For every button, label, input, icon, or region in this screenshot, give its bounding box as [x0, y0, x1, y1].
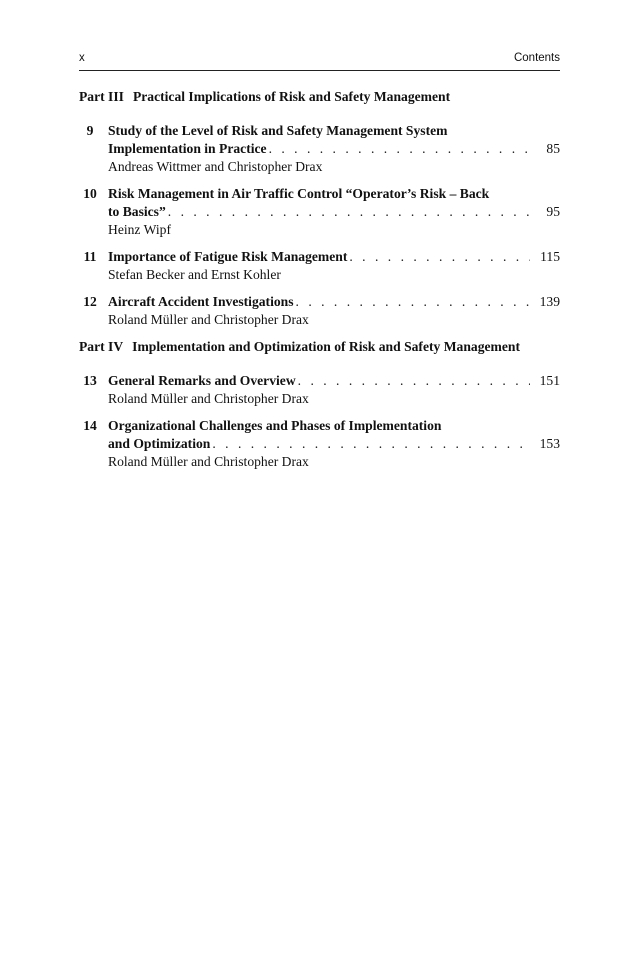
chapter-number: 11	[83, 249, 97, 264]
chapter-title: Aircraft Accident Investigations	[108, 294, 294, 309]
table-of-contents	[79, 88, 560, 480]
page-number: 85	[546, 141, 560, 156]
chapter-number: 14	[83, 418, 97, 433]
page-number: 115	[540, 249, 560, 264]
toc-entry[interactable]	[79, 372, 560, 408]
chapter-number: 9	[86, 123, 94, 138]
toc-entry[interactable]	[79, 122, 560, 176]
chapter-title-line1: Study of the Level of Risk and Safety Management System	[108, 123, 448, 138]
part-number: Part III	[79, 89, 124, 104]
dot-leader	[168, 203, 530, 221]
dot-leader	[269, 140, 530, 158]
chapter-title: Implementation in Practice	[108, 141, 267, 156]
part-title: Implementation and Optimization of Risk and Safety Management	[132, 339, 520, 354]
chapter-authors: Roland Müller and Christopher Drax	[108, 454, 309, 469]
chapter-authors: Roland Müller and Christopher Drax	[108, 391, 309, 406]
toc-entry[interactable]	[79, 248, 560, 284]
dot-leader	[212, 435, 530, 453]
part-number: Part IV	[79, 339, 124, 354]
chapter-authors: Heinz Wipf	[108, 222, 171, 237]
chapter-authors: Roland Müller and Christopher Drax	[108, 312, 309, 327]
chapter-number: 13	[83, 373, 97, 388]
chapter-authors: Andreas Wittmer and Christopher Drax	[108, 159, 323, 174]
toc-entry[interactable]	[79, 185, 560, 239]
page-number: 95	[546, 204, 560, 219]
chapter-title: to Basics”	[108, 204, 166, 219]
dot-leader	[349, 248, 530, 266]
part-heading	[79, 88, 560, 106]
chapter-number: 12	[83, 294, 97, 309]
toc-entry[interactable]	[79, 417, 560, 471]
page-folio: x	[79, 52, 85, 64]
chapter-title: Importance of Fatigue Risk Management	[108, 249, 348, 264]
toc-entry[interactable]	[79, 293, 560, 329]
dot-leader	[298, 372, 530, 390]
part-title: Practical Implications of Risk and Safety Management	[132, 89, 451, 104]
chapter-title: and Optimization	[108, 436, 211, 451]
chapter-title-line1: Risk Management in Air Traffic Control “Operator’s Risk – Back	[108, 186, 490, 201]
running-title: Contents	[513, 52, 560, 64]
page-number: 139	[539, 294, 560, 309]
page-number: 151	[539, 373, 560, 388]
chapter-number: 10	[83, 186, 97, 201]
dot-leader	[296, 293, 530, 311]
chapter-authors: Stefan Becker and Ernst Kohler	[108, 267, 281, 282]
part-heading	[79, 338, 560, 356]
chapter-title: General Remarks and Overview	[108, 373, 296, 388]
page-number: 153	[539, 436, 560, 451]
running-header	[79, 50, 560, 71]
chapter-title-line1: Organizational Challenges and Phases of Implementation	[108, 418, 442, 433]
